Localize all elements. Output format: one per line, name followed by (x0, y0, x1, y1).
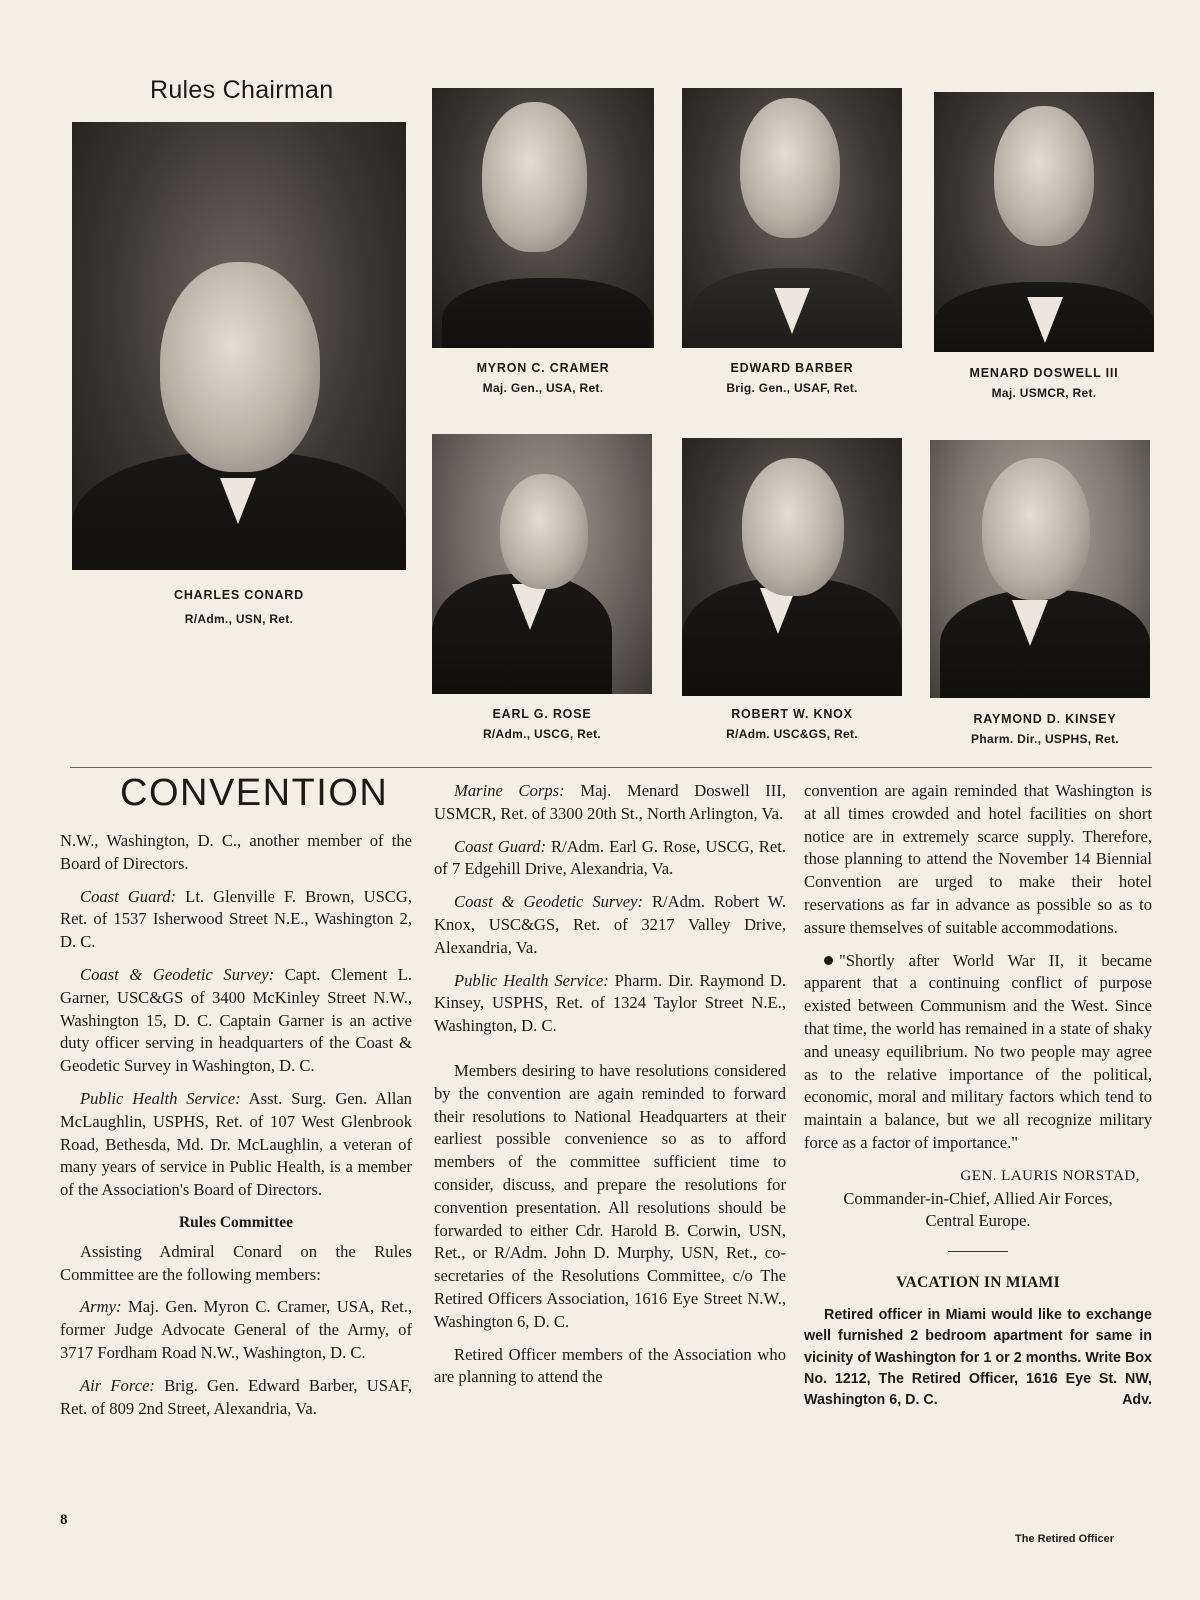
caption-name: EDWARD BARBER (730, 361, 854, 375)
caption-rank: R/Adm., USCG, Ret. (482, 727, 602, 741)
quote-author: GEN. LAURIS NORSTAD, (960, 1167, 1140, 1184)
caption-name: ROBERT W. KNOX (731, 707, 853, 721)
publication-title: The Retired Officer (1015, 1533, 1115, 1545)
paragraph (60, 1088, 412, 1202)
quote-text: "Shortly after World War II, it became apparent that a continuing conflict of purpose existed between Communism and the West. Since that time, the world has remained in a state of shaky and uneasy equilibrium. No two people may agree as to the relative importance of the political, economic, moral and military factors which tend to maintain a balance, but we all recognize military force as a factor of importance." (804, 950, 1152, 1152)
paragraph-text: Maj. Menard Doswell III, USMCR, Ret. of 3300 20th St., North Arlington, Va. (434, 781, 786, 823)
paragraph (434, 970, 786, 1038)
photo-myron-cramer (432, 88, 654, 348)
article-column-1 (60, 830, 412, 1430)
paragraph (434, 891, 786, 959)
horizontal-divider (70, 767, 1152, 768)
caption-name: EARL G. ROSE (492, 707, 592, 721)
paragraph-text: Maj. Gen. Myron C. Cramer, USA, Ret., former Judge Advocate General of the Army, of 3717 Fordham Road N.W., Washington, D. C. (60, 1297, 412, 1362)
short-divider (948, 1251, 1008, 1252)
ad-tag: Adv. (1122, 1392, 1152, 1409)
paragraph-label: Coast Guard: (80, 886, 177, 906)
article-title: CONVENTION (120, 772, 389, 814)
photo-robert-knox (682, 438, 902, 696)
paragraph (60, 1375, 412, 1421)
caption-rank: Maj. USMCR, Ret. (991, 386, 1097, 400)
ad-body (804, 1305, 1152, 1411)
paragraph-text: R/Adm. Robert W. Knox, USC&GS, Ret. of 3217 Valley Drive, Alexandria, Va. (434, 892, 786, 957)
paragraph: Members desiring to have resolutions considered by the convention are again reminded to forward their resolutions to National Headquarters at their earliest possible convenience so as to afford members of the committee sufficient time to consider, discuss, and prepare the resolutions for convention presentation. All resolutions should be forwarded to either Cdr. Harold B. Corwin, USN, Ret., or R/Adm. John D. Murphy, USN, Ret., co-secretaries of the Resolutions Committee, c/o The Retired Officers Association, 1616 Eye Street N.W., Washington 6, D. C. (434, 1060, 786, 1331)
paragraph-label: Public Health Service: (80, 1088, 241, 1108)
caption-name: CHARLES CONARD (174, 588, 304, 602)
paragraph: Assisting Admiral Conard on the Rules Committee are the following members: (60, 1241, 412, 1284)
paragraph-text: R/Adm. Earl G. Rose, USCG, Ret. of 7 Edgehill Drive, Alexandria, Va. (434, 836, 786, 879)
caption-rank: Maj. Gen., USA, Ret. (482, 381, 604, 395)
quote-author-title: Commander-in-Chief, Allied Air Forces, (843, 1188, 1113, 1208)
paragraph (434, 836, 786, 882)
paragraph (434, 780, 786, 826)
caption-rank: Brig. Gen., USAF, Ret. (726, 381, 858, 395)
photo-charles-conard (72, 122, 406, 570)
ad-text: Retired officer in Miami would like to exchange well furnished 2 bedroom apartment for same in vicinity of Washington for 1 or 2 months. Write Box No. 1212, The Retired Officer, 1616 Eye St. NW, Washington 6, D. C. (804, 1306, 1152, 1409)
page-number: 8 (60, 1512, 68, 1528)
caption-rank: R/Adm., USN, Ret. (184, 612, 294, 626)
caption-name: RAYMOND D. KINSEY (973, 712, 1117, 726)
photo-menard-doswell (934, 92, 1154, 352)
paragraph-label: Coast & Geodetic Survey: (454, 892, 644, 912)
paragraph-text: Lt. Glenville F. Brown, USCG, Ret. of 1537 Isherwood Street N.E., Washington 2, D. C. (60, 886, 412, 952)
article-column-3 (804, 780, 1152, 1421)
paragraph-label: Coast Guard: (454, 836, 547, 856)
ad-title: VACATION IN MIAMI (896, 1274, 1060, 1292)
quote-paragraph (804, 950, 1152, 1155)
caption-name: MYRON C. CRAMER (476, 361, 610, 375)
paragraph-label: Coast & Geodetic Survey: (80, 964, 275, 984)
article-column-2 (434, 780, 786, 1399)
photo-edward-barber (682, 88, 902, 348)
photo-raymond-kinsey (930, 440, 1150, 698)
caption-name: MENARD DOSWELL III (969, 366, 1119, 380)
subheading: Rules Committee (178, 1213, 294, 1231)
paragraph-text: Brig. Gen. Edward Barber, USAF, Ret. of 809 2nd Street, Alexandria, Va. (60, 1375, 412, 1418)
paragraph-label: Public Health Service: (454, 970, 609, 990)
paragraph (60, 964, 412, 1078)
paragraph: N.W., Washington, D. C., another member of the Board of Directors. (60, 831, 412, 873)
paragraph-label: Army: (80, 1297, 122, 1317)
paragraph-label: Air Force: (80, 1375, 155, 1395)
section-heading: Rules Chairman (150, 76, 334, 104)
paragraph (60, 886, 412, 954)
paragraph: convention are again reminded that Washington is at all times crowded and hotel facilities on short notice are in extremely scarce supply. Therefore, those planning to attend the November 14 Biennial Convention are urged to make their hotel reservations as far in advance as possible so as to assure themselves of suitable accommodations. (804, 781, 1152, 937)
caption-rank: R/Adm. USC&GS, Ret. (726, 727, 858, 741)
paragraph-text: Capt. Clement L. Garner, USC&GS of 3400 McKinley Street N.W., Washington 15, D. C. Captain Garner is an active duty officer serving in headquarters of the Coast & Geodetic Survey in Washington, D. C. (60, 964, 412, 1076)
paragraph-text: Asst. Surg. Gen. Allan McLaughlin, USPHS, Ret. of 107 West Glenbrook Road, Bethesda, Md. Dr. McLaughlin, a veteran of many years of service in Public Health, is a member of the Association's Board of Directors. (60, 1088, 412, 1200)
caption-rank: Pharm. Dir., USPHS, Ret. (971, 732, 1119, 746)
paragraph-text: Pharm. Dir. Raymond D. Kinsey, USPHS, Ret. of 1324 Taylor Street N.E., Washington, D. C. (434, 970, 786, 1036)
paragraph-label: Marine Corps: (454, 781, 565, 800)
bullet-icon (824, 956, 833, 965)
paragraph (60, 1296, 412, 1364)
paragraph: Retired Officer members of the Association who are planning to attend the (434, 1344, 786, 1387)
photo-earl-rose (432, 434, 652, 694)
quote-author-location: Central Europe. (925, 1211, 1031, 1231)
